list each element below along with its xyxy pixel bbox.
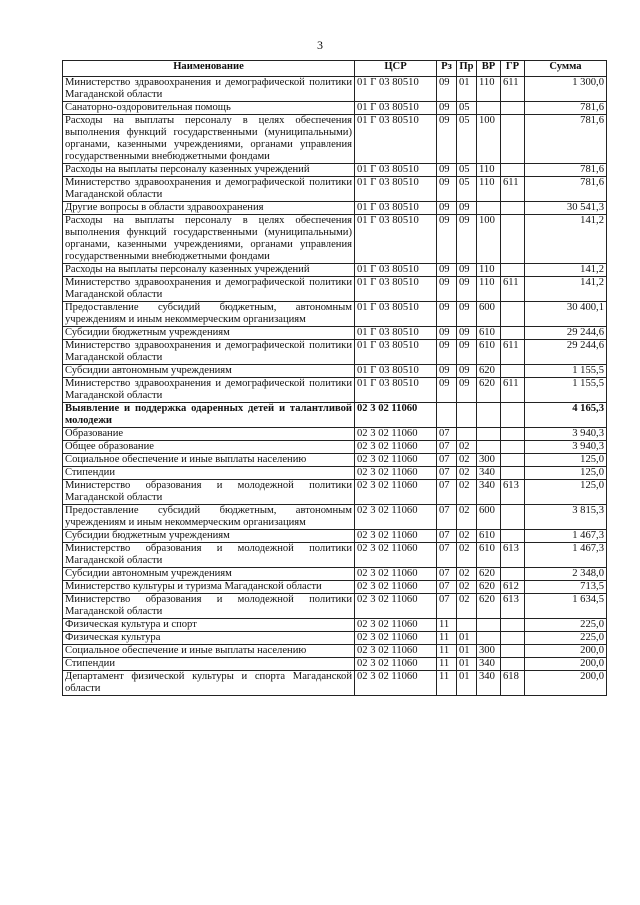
cell-sum: 141,2 [525, 277, 607, 302]
cell-pr [457, 619, 477, 632]
cell-sum: 2 348,0 [525, 568, 607, 581]
cell-csr: 02 3 02 11060 [355, 594, 437, 619]
cell-rz: 11 [437, 658, 457, 671]
cell-csr: 01 Г 03 80510 [355, 365, 437, 378]
cell-csr: 02 3 02 11060 [355, 467, 437, 480]
table-row [63, 302, 607, 327]
cell-vr [477, 102, 501, 115]
cell-name: Физическая культура [63, 632, 355, 645]
cell-rz: 07 [437, 505, 457, 530]
cell-rz [437, 403, 457, 428]
cell-sum: 781,6 [525, 164, 607, 177]
cell-vr [477, 632, 501, 645]
cell-rz: 11 [437, 619, 457, 632]
table-row [63, 378, 607, 403]
table-row [63, 365, 607, 378]
cell-pr: 01 [457, 645, 477, 658]
cell-name: Министерство образования и молодежной политики Магаданской области [63, 543, 355, 568]
cell-rz: 07 [437, 594, 457, 619]
cell-name: Расходы на выплаты персоналу в целях обеспечения выполнения функций государственными (муниципальными) органами, казенными учреждениями, органами управления государственными внебюджетными фондами [63, 215, 355, 264]
cell-csr: 01 Г 03 80510 [355, 77, 437, 102]
cell-csr: 01 Г 03 80510 [355, 102, 437, 115]
table-row [63, 543, 607, 568]
cell-name: Министерство здравоохранения и демографической политики Магаданской области [63, 277, 355, 302]
header-rz: Рз [437, 61, 457, 77]
cell-sum: 4 165,3 [525, 403, 607, 428]
cell-rz: 09 [437, 202, 457, 215]
cell-vr: 110 [477, 77, 501, 102]
cell-sum: 1 467,3 [525, 543, 607, 568]
cell-gr: 618 [501, 671, 525, 696]
cell-pr: 05 [457, 115, 477, 164]
cell-vr: 100 [477, 115, 501, 164]
cell-gr [501, 619, 525, 632]
cell-pr: 01 [457, 632, 477, 645]
cell-csr: 02 3 02 11060 [355, 530, 437, 543]
cell-csr: 01 Г 03 80510 [355, 264, 437, 277]
cell-gr [501, 645, 525, 658]
cell-rz: 09 [437, 215, 457, 264]
cell-pr: 09 [457, 365, 477, 378]
table-row [63, 594, 607, 619]
cell-vr [477, 403, 501, 428]
cell-vr: 620 [477, 594, 501, 619]
cell-csr: 02 3 02 11060 [355, 619, 437, 632]
cell-rz: 09 [437, 340, 457, 365]
cell-sum: 1 155,5 [525, 365, 607, 378]
cell-gr [501, 441, 525, 454]
cell-gr: 612 [501, 581, 525, 594]
cell-rz: 07 [437, 530, 457, 543]
cell-gr [501, 264, 525, 277]
table-row [63, 505, 607, 530]
cell-vr [477, 619, 501, 632]
cell-csr: 02 3 02 11060 [355, 543, 437, 568]
cell-sum: 200,0 [525, 658, 607, 671]
cell-pr: 02 [457, 568, 477, 581]
cell-gr [501, 467, 525, 480]
cell-pr: 02 [457, 505, 477, 530]
cell-rz: 07 [437, 467, 457, 480]
cell-vr: 110 [477, 164, 501, 177]
cell-sum: 781,6 [525, 177, 607, 202]
cell-csr: 01 Г 03 80510 [355, 202, 437, 215]
cell-csr: 01 Г 03 80510 [355, 115, 437, 164]
table-row [63, 480, 607, 505]
cell-vr [477, 202, 501, 215]
cell-sum: 125,0 [525, 454, 607, 467]
header-name: Наименование [63, 61, 355, 77]
cell-csr: 01 Г 03 80510 [355, 215, 437, 264]
table-row [63, 619, 607, 632]
cell-sum: 1 155,5 [525, 378, 607, 403]
cell-pr: 02 [457, 480, 477, 505]
cell-csr: 02 3 02 11060 [355, 428, 437, 441]
cell-sum: 200,0 [525, 671, 607, 696]
cell-pr: 09 [457, 277, 477, 302]
cell-rz: 09 [437, 365, 457, 378]
cell-gr [501, 403, 525, 428]
cell-gr [501, 164, 525, 177]
cell-name: Субсидии бюджетным учреждениям [63, 530, 355, 543]
cell-name: Другие вопросы в области здравоохранения [63, 202, 355, 215]
cell-name: Общее образование [63, 441, 355, 454]
cell-name: Министерство здравоохранения и демографической политики Магаданской области [63, 177, 355, 202]
cell-sum: 125,0 [525, 467, 607, 480]
cell-name: Расходы на выплаты персоналу в целях обеспечения выполнения функций государственными (муниципальными) органами, казенными учреждениями, органами управления государственными внебюджетными фондами [63, 115, 355, 164]
cell-name: Департамент физической культуры и спорта Магаданской области [63, 671, 355, 696]
cell-pr: 09 [457, 302, 477, 327]
cell-vr: 620 [477, 568, 501, 581]
cell-rz: 07 [437, 543, 457, 568]
cell-rz: 07 [437, 581, 457, 594]
cell-sum: 125,0 [525, 480, 607, 505]
cell-vr: 610 [477, 327, 501, 340]
cell-vr: 110 [477, 277, 501, 302]
cell-name: Физическая культура и спорт [63, 619, 355, 632]
table-row [63, 164, 607, 177]
cell-pr: 02 [457, 581, 477, 594]
header-gr: ГР [501, 61, 525, 77]
cell-vr: 600 [477, 505, 501, 530]
cell-rz: 09 [437, 302, 457, 327]
cell-csr: 02 3 02 11060 [355, 505, 437, 530]
table-row [63, 202, 607, 215]
cell-csr: 01 Г 03 80510 [355, 177, 437, 202]
cell-csr: 02 3 02 11060 [355, 658, 437, 671]
table-row [63, 340, 607, 365]
cell-csr: 02 3 02 11060 [355, 671, 437, 696]
budget-table [62, 60, 607, 696]
cell-gr: 611 [501, 378, 525, 403]
cell-csr: 02 3 02 11060 [355, 632, 437, 645]
cell-vr: 110 [477, 177, 501, 202]
cell-pr: 05 [457, 177, 477, 202]
cell-name: Образование [63, 428, 355, 441]
cell-vr: 340 [477, 658, 501, 671]
cell-name: Социальное обеспечение и иные выплаты населению [63, 454, 355, 467]
cell-sum: 200,0 [525, 645, 607, 658]
cell-name: Санаторно-оздоровительная помощь [63, 102, 355, 115]
cell-csr: 02 3 02 11060 [355, 568, 437, 581]
cell-rz: 07 [437, 480, 457, 505]
cell-rz: 07 [437, 428, 457, 441]
table-row [63, 177, 607, 202]
cell-rz: 09 [437, 264, 457, 277]
cell-csr: 01 Г 03 80510 [355, 340, 437, 365]
cell-pr: 09 [457, 202, 477, 215]
cell-pr: 05 [457, 102, 477, 115]
table-row [63, 403, 607, 428]
cell-gr: 613 [501, 480, 525, 505]
table-row [63, 215, 607, 264]
cell-rz: 09 [437, 77, 457, 102]
table-row [63, 671, 607, 696]
cell-rz: 07 [437, 454, 457, 467]
table-row [63, 467, 607, 480]
page-number: 3 [317, 38, 323, 52]
cell-sum: 3 815,3 [525, 505, 607, 530]
table-row [63, 581, 607, 594]
table-header-row [63, 61, 607, 77]
cell-rz: 09 [437, 327, 457, 340]
cell-pr [457, 428, 477, 441]
cell-rz: 09 [437, 177, 457, 202]
table-row [63, 277, 607, 302]
cell-csr: 01 Г 03 80510 [355, 327, 437, 340]
cell-sum: 713,5 [525, 581, 607, 594]
cell-vr: 610 [477, 543, 501, 568]
cell-vr: 100 [477, 215, 501, 264]
table-row [63, 428, 607, 441]
cell-sum: 141,2 [525, 264, 607, 277]
cell-gr [501, 115, 525, 164]
cell-sum: 141,2 [525, 215, 607, 264]
cell-csr: 02 3 02 11060 [355, 645, 437, 658]
cell-name: Министерство здравоохранения и демографической политики Магаданской области [63, 340, 355, 365]
cell-gr [501, 365, 525, 378]
cell-name: Стипендии [63, 658, 355, 671]
cell-vr: 610 [477, 530, 501, 543]
cell-sum: 1 300,0 [525, 77, 607, 102]
cell-gr [501, 215, 525, 264]
cell-vr: 110 [477, 264, 501, 277]
cell-pr: 09 [457, 340, 477, 365]
table-row [63, 441, 607, 454]
cell-name: Расходы на выплаты персоналу казенных учреждений [63, 164, 355, 177]
cell-sum: 225,0 [525, 619, 607, 632]
cell-name: Министерство здравоохранения и демографической политики Магаданской области [63, 378, 355, 403]
cell-vr: 300 [477, 454, 501, 467]
cell-name: Субсидии бюджетным учреждениям [63, 327, 355, 340]
table-row [63, 102, 607, 115]
cell-pr: 02 [457, 594, 477, 619]
cell-pr: 02 [457, 530, 477, 543]
cell-rz: 11 [437, 645, 457, 658]
cell-gr [501, 428, 525, 441]
table-row [63, 658, 607, 671]
cell-pr: 02 [457, 543, 477, 568]
cell-name: Предоставление субсидий бюджетным, автономным учреждениям и иным некоммерческим организациям [63, 505, 355, 530]
cell-rz: 11 [437, 632, 457, 645]
cell-csr: 02 3 02 11060 [355, 403, 437, 428]
cell-name: Выявление и поддержка одаренных детей и талантливой молодежи [63, 403, 355, 428]
cell-rz: 09 [437, 378, 457, 403]
cell-pr: 01 [457, 671, 477, 696]
cell-name: Стипендии [63, 467, 355, 480]
cell-pr: 05 [457, 164, 477, 177]
cell-name: Субсидии автономным учреждениям [63, 365, 355, 378]
cell-sum: 1 634,5 [525, 594, 607, 619]
cell-sum: 781,6 [525, 102, 607, 115]
cell-pr: 02 [457, 467, 477, 480]
cell-pr: 09 [457, 215, 477, 264]
cell-gr [501, 302, 525, 327]
table-row [63, 454, 607, 467]
header-sum: Сумма [525, 61, 607, 77]
cell-vr: 340 [477, 480, 501, 505]
table-row [63, 568, 607, 581]
cell-gr [501, 530, 525, 543]
cell-pr: 09 [457, 378, 477, 403]
table-row [63, 327, 607, 340]
cell-rz: 09 [437, 115, 457, 164]
cell-vr [477, 441, 501, 454]
cell-gr [501, 327, 525, 340]
header-vr: ВР [477, 61, 501, 77]
cell-gr [501, 632, 525, 645]
cell-csr: 01 Г 03 80510 [355, 302, 437, 327]
cell-sum: 29 244,6 [525, 340, 607, 365]
cell-gr [501, 454, 525, 467]
cell-gr: 613 [501, 543, 525, 568]
cell-pr [457, 403, 477, 428]
cell-rz: 11 [437, 671, 457, 696]
cell-name: Министерство здравоохранения и демографической политики Магаданской области [63, 77, 355, 102]
cell-rz: 07 [437, 568, 457, 581]
cell-rz: 09 [437, 102, 457, 115]
cell-rz: 09 [437, 277, 457, 302]
cell-gr [501, 102, 525, 115]
cell-vr [477, 428, 501, 441]
cell-sum: 30 400,1 [525, 302, 607, 327]
cell-csr: 01 Г 03 80510 [355, 277, 437, 302]
cell-csr: 02 3 02 11060 [355, 581, 437, 594]
cell-vr: 340 [477, 671, 501, 696]
cell-vr: 300 [477, 645, 501, 658]
cell-pr: 01 [457, 658, 477, 671]
cell-csr: 02 3 02 11060 [355, 454, 437, 467]
cell-sum: 3 940,3 [525, 441, 607, 454]
cell-vr: 600 [477, 302, 501, 327]
cell-sum: 781,6 [525, 115, 607, 164]
table-row [63, 264, 607, 277]
header-csr: ЦСР [355, 61, 437, 77]
table-row [63, 530, 607, 543]
cell-pr: 09 [457, 327, 477, 340]
cell-name: Министерство образования и молодежной политики Магаданской области [63, 594, 355, 619]
cell-pr: 09 [457, 264, 477, 277]
table-row [63, 77, 607, 102]
cell-sum: 225,0 [525, 632, 607, 645]
cell-sum: 29 244,6 [525, 327, 607, 340]
table-row [63, 632, 607, 645]
cell-gr: 613 [501, 594, 525, 619]
cell-pr: 02 [457, 454, 477, 467]
cell-name: Предоставление субсидий бюджетным, автономным учреждениям и иным некоммерческим организациям [63, 302, 355, 327]
cell-name: Субсидии автономным учреждениям [63, 568, 355, 581]
header-pr: Пр [457, 61, 477, 77]
cell-gr [501, 202, 525, 215]
cell-gr: 611 [501, 340, 525, 365]
cell-csr: 02 3 02 11060 [355, 441, 437, 454]
cell-gr: 611 [501, 177, 525, 202]
cell-pr: 02 [457, 441, 477, 454]
cell-gr: 611 [501, 277, 525, 302]
cell-csr: 01 Г 03 80510 [355, 378, 437, 403]
cell-rz: 09 [437, 164, 457, 177]
cell-name: Министерство культуры и туризма Магаданской области [63, 581, 355, 594]
cell-gr: 611 [501, 77, 525, 102]
cell-csr: 02 3 02 11060 [355, 480, 437, 505]
cell-vr: 620 [477, 581, 501, 594]
cell-vr: 340 [477, 467, 501, 480]
cell-name: Социальное обеспечение и иные выплаты населению [63, 645, 355, 658]
cell-sum: 3 940,3 [525, 428, 607, 441]
cell-pr: 01 [457, 77, 477, 102]
cell-vr: 610 [477, 340, 501, 365]
cell-vr: 620 [477, 365, 501, 378]
cell-gr [501, 505, 525, 530]
table-row [63, 115, 607, 164]
table-row [63, 645, 607, 658]
cell-name: Расходы на выплаты персоналу казенных учреждений [63, 264, 355, 277]
cell-sum: 30 541,3 [525, 202, 607, 215]
cell-sum: 1 467,3 [525, 530, 607, 543]
cell-rz: 07 [437, 441, 457, 454]
cell-csr: 01 Г 03 80510 [355, 164, 437, 177]
cell-gr [501, 568, 525, 581]
cell-gr [501, 658, 525, 671]
cell-vr: 620 [477, 378, 501, 403]
cell-name: Министерство образования и молодежной политики Магаданской области [63, 480, 355, 505]
